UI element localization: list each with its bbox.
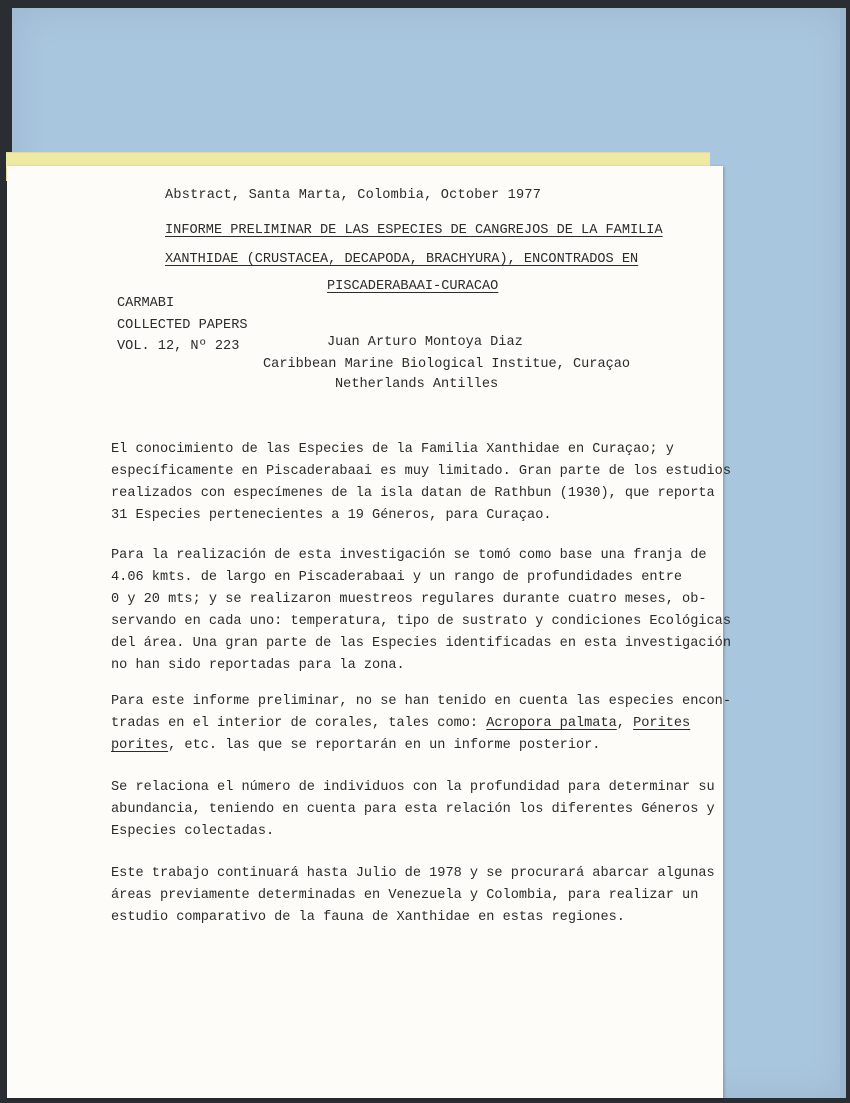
paragraph-line: específicamente en Piscaderabaai es muy limitado. Gran parte de los estudios [111,464,731,479]
paragraph-line: Este trabajo continuará hasta Julio de 1978 y se procurará abarcar algunas [111,866,715,881]
species-name: Porites [633,716,691,731]
abstract-line: Abstract, Santa Marta, Colombia, October 1977 [165,188,542,203]
paragraph-line: 31 Especies pertenecientes a 19 Géneros, para Curaçao. [111,508,552,523]
title-line-3: PISCADERABAAI-CURACAO [327,279,499,294]
author-country: Netherlands Antilles [335,377,499,392]
title-line-1: INFORME PRELIMINAR DE LAS ESPECIES DE CANGREJOS DE LA FAMILIA [165,223,663,238]
folder-edge [840,8,846,1098]
text-span: tradas en el interior de corales, tales como: [111,716,487,731]
paragraph-line: Se relaciona el número de individuos con la profundidad para determinar su [111,780,715,795]
paragraph-line: Especies colectadas. [111,824,275,839]
series-name: CARMABI [117,296,175,311]
paragraph-line: áreas previamente determinadas en Venezuela y Colombia, para realizar un [111,888,699,903]
paragraph-line: El conocimiento de las Especies de la Familia Xanthidae en Curaçao; y [111,442,674,457]
paragraph-line: del área. Una gran parte de las Especies identificadas en esta investigación [111,636,731,651]
series-volume: VOL. 12, Nº 223 [117,339,240,354]
text-span: , [616,716,634,731]
paragraph-line: abundancia, teniendo en cuenta para esta relación los diferentes Géneros y [111,802,715,817]
paragraph-line [111,716,690,731]
species-name: porites [111,738,169,753]
paragraph-line: servando en cada uno: temperatura, tipo de sustrato y condiciones Ecológicas [111,614,731,629]
paragraph-line: 0 y 20 mts; y se realizaron muestreos regulares durante cuatro meses, ob- [111,592,707,607]
paragraph-line [111,738,600,753]
author-name: Juan Arturo Montoya Diaz [327,335,523,350]
paragraph-line: Para la realización de esta investigación se tomó como base una franja de [111,548,707,563]
series-collection: COLLECTED PAPERS [117,318,248,333]
paragraph-line: realizados con especímenes de la isla datan de Rathbun (1930), que reporta [111,486,715,501]
paragraph-line: no han sido reportadas para la zona. [111,658,405,673]
paragraph-line: Para este informe preliminar, no se han tenido en cuenta las especies encon- [111,694,731,709]
title-line-2: XANTHIDAE (CRUSTACEA, DECAPODA, BRACHYURA), ENCONTRADOS EN [165,252,639,267]
paragraph-line: estudio comparativo de la fauna de Xanthidae en estas regiones. [111,910,625,925]
paragraph-line: 4.06 kmts. de largo en Piscaderabaai y un rango de profundidades entre [111,570,683,585]
author-affiliation: Caribbean Marine Biological Institue, Curaçao [263,357,631,372]
paper-page [7,166,731,1098]
text-span: , etc. las que se reportarán en un informe posterior. [168,738,601,753]
species-name: Acropora palmata [486,716,617,731]
